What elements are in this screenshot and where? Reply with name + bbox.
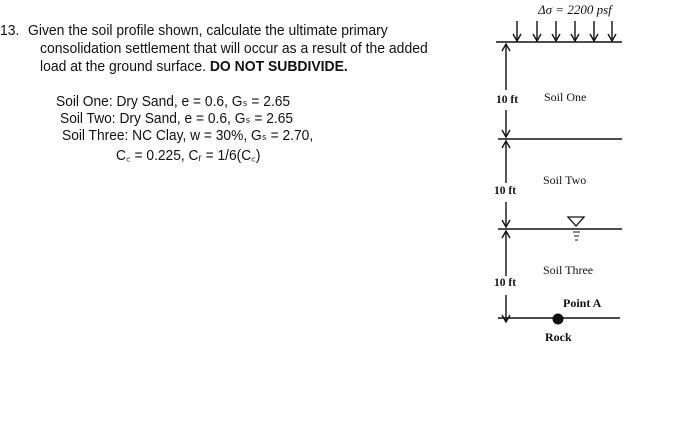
load-arrows bbox=[513, 21, 616, 41]
soil-three-compression-indices: C꜀ = 0.225, Cᵣ = 1/6(C꜀) bbox=[116, 148, 261, 164]
problem-instruction-bold: DO NOT SUBDIVIDE. bbox=[209, 58, 348, 75]
rock-label: Rock bbox=[545, 330, 572, 344]
thickness-label-soil-two: 10 ft bbox=[494, 185, 517, 197]
dimension-soil-one bbox=[502, 44, 510, 137]
problem-line-1: Given the soil profile shown, calculate the ultimate primary bbox=[28, 22, 388, 39]
soil-one-properties: Soil One: Dry Sand, e = 0.6, Gₛ = 2.65 bbox=[56, 94, 291, 110]
point-a-marker bbox=[553, 314, 564, 325]
problem-line-3-text: load at the ground surface. bbox=[40, 58, 210, 75]
load-label: Δσ = 2200 psf bbox=[538, 2, 612, 17]
label-soil-two: Soil Two bbox=[543, 173, 587, 187]
point-a-label: Point A bbox=[563, 296, 602, 310]
thickness-label-soil-three: 10 ft bbox=[494, 277, 517, 289]
problem-number: 13. bbox=[0, 22, 20, 39]
problem-line-3 bbox=[40, 58, 348, 75]
soil-profile-diagram bbox=[470, 0, 678, 425]
dimension-soil-two bbox=[502, 141, 510, 227]
problem-line-2: consolidation settlement that will occur as a result of the added bbox=[40, 40, 428, 57]
label-soil-three: Soil Three bbox=[543, 263, 594, 277]
soil-three-properties: Soil Three: NC Clay, w = 30%, Gₛ = 2.70, bbox=[62, 128, 314, 144]
soil-two-properties: Soil Two: Dry Sand, e = 0.6, Gₛ = 2.65 bbox=[60, 111, 294, 127]
label-soil-one: Soil One bbox=[544, 90, 587, 104]
soil-profile-drawing bbox=[470, 0, 678, 425]
thickness-label-soil-one: 10 ft bbox=[496, 94, 519, 106]
